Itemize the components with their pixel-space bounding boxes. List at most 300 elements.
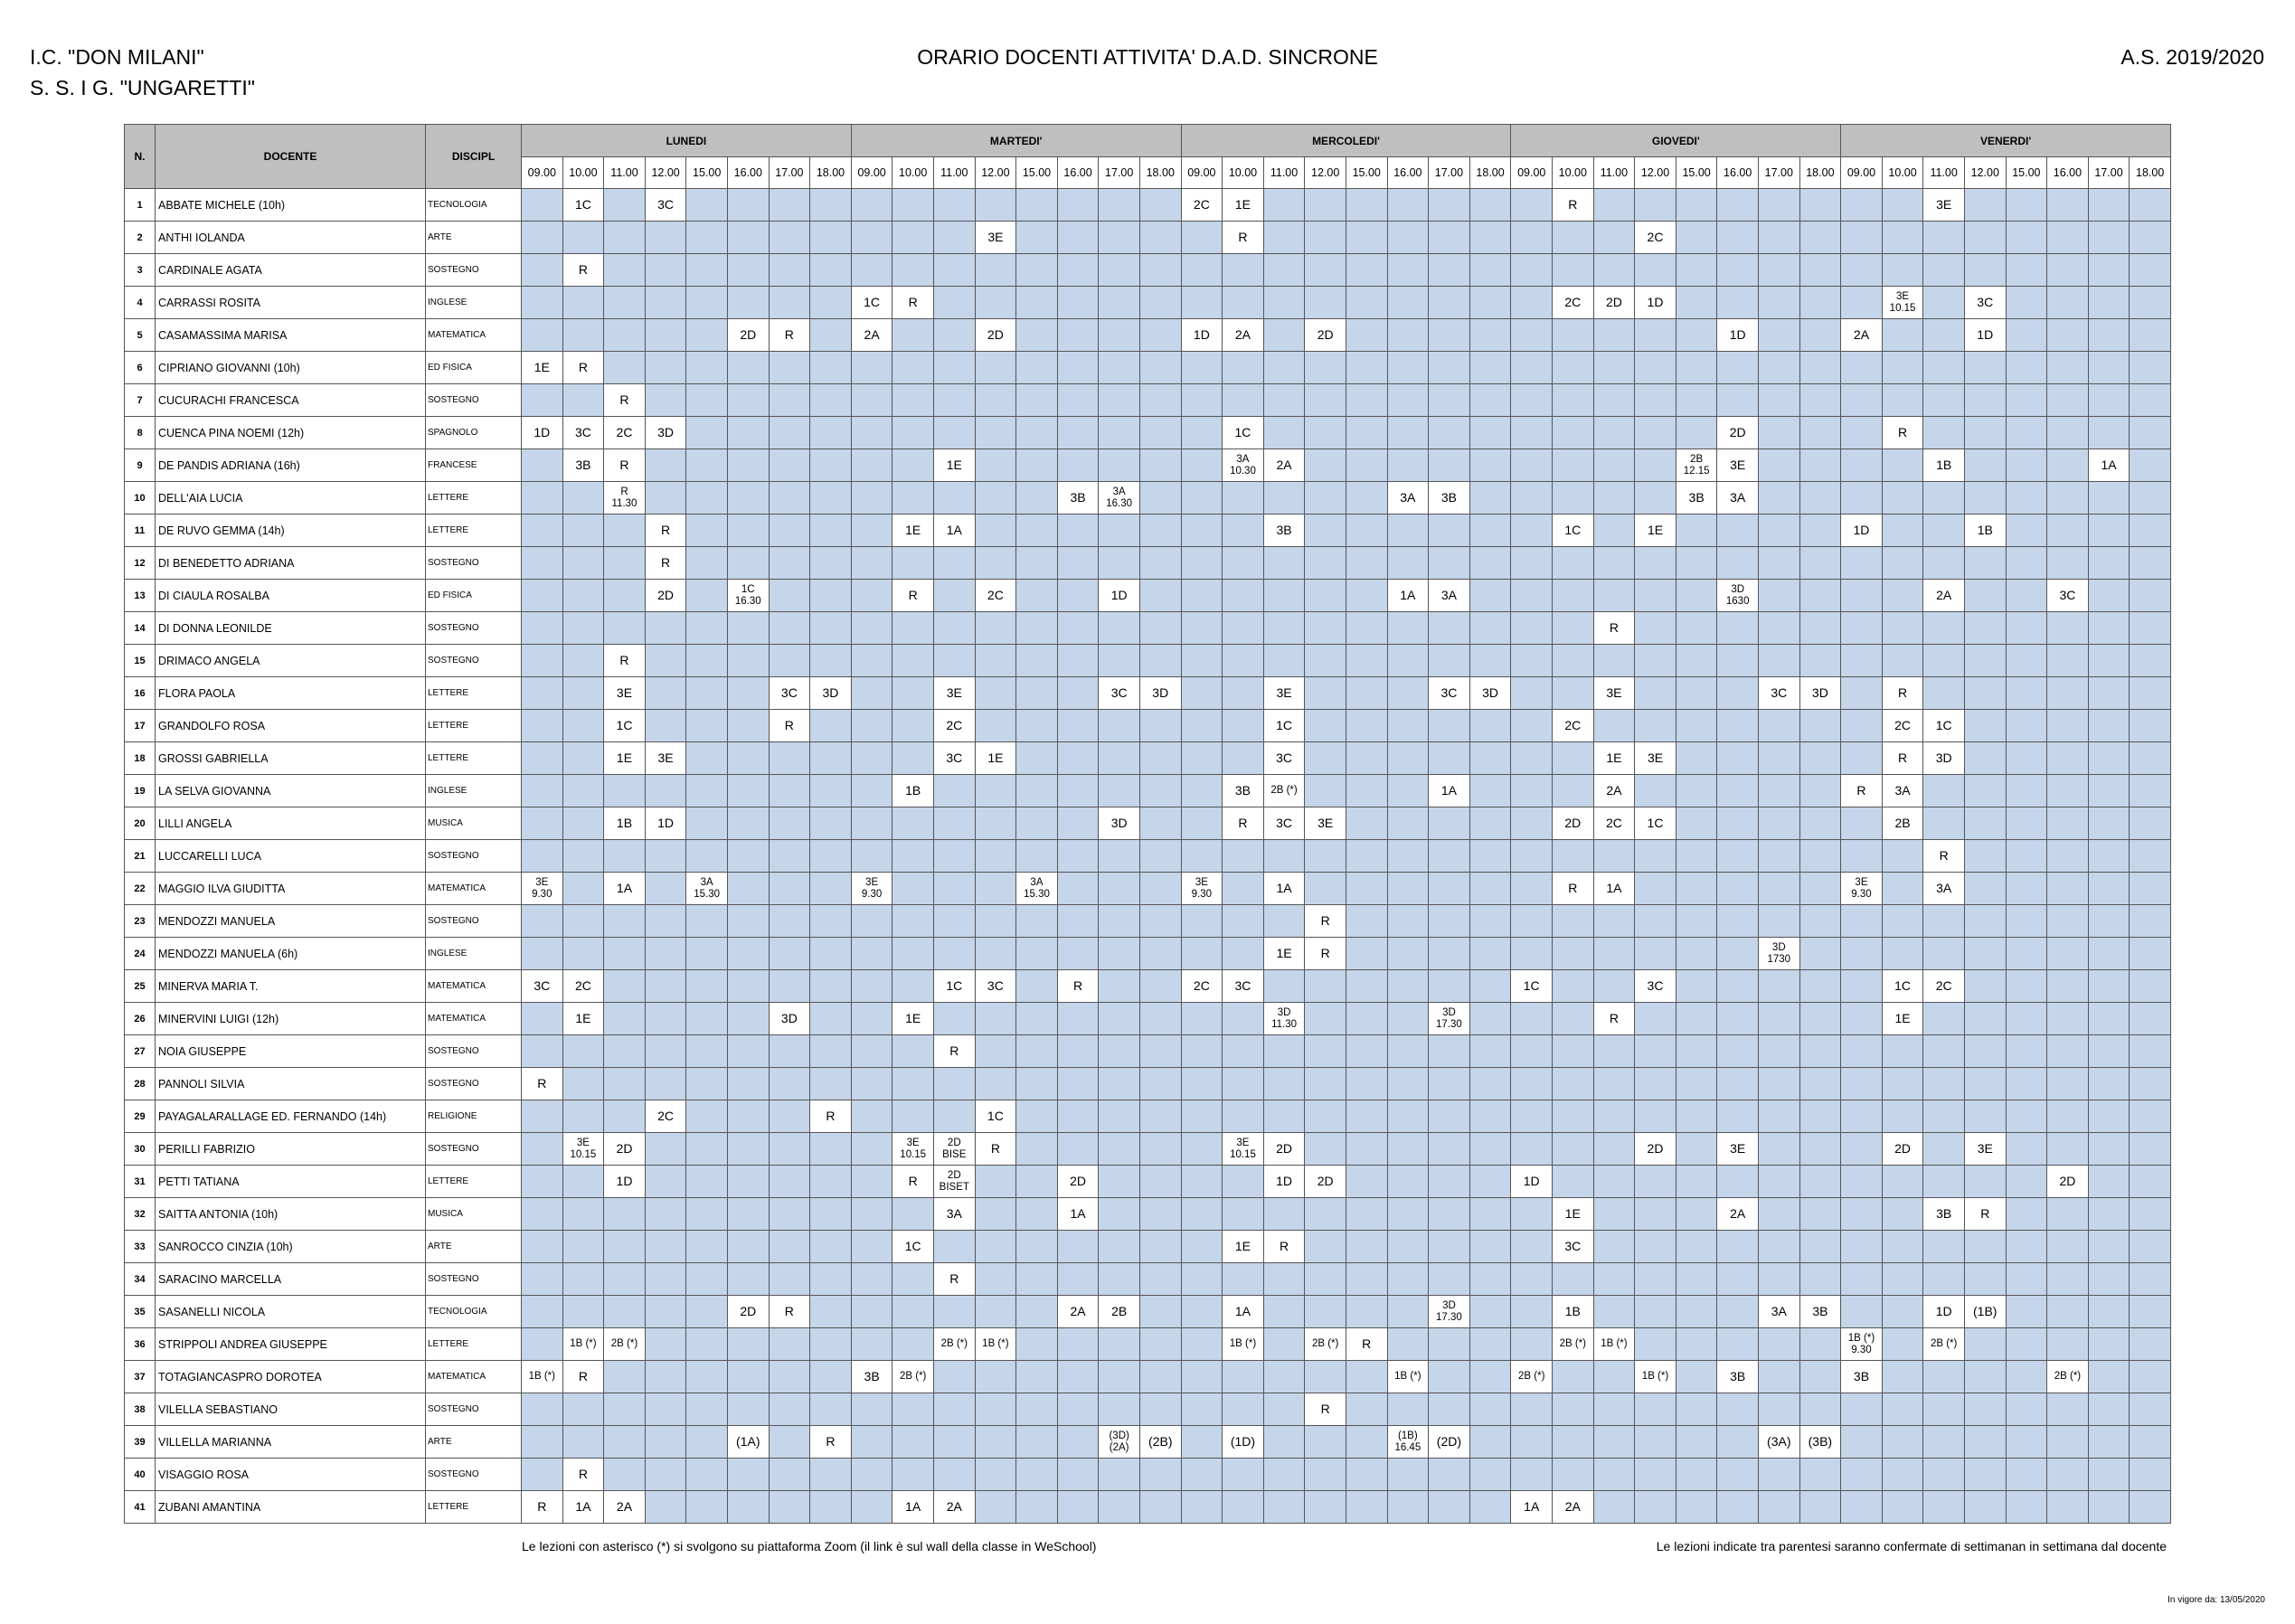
empty-slot xyxy=(2088,612,2130,645)
row-number: 39 xyxy=(125,1426,156,1459)
empty-slot xyxy=(2130,1296,2171,1328)
empty-slot xyxy=(2130,1459,2171,1491)
lesson-cell: R xyxy=(810,1100,852,1133)
lesson-cell: 2A xyxy=(604,1491,646,1524)
lesson-cell: 1A xyxy=(2088,449,2130,482)
empty-slot xyxy=(1964,254,2006,287)
empty-slot xyxy=(2047,710,2089,742)
empty-slot xyxy=(1717,352,1759,384)
empty-slot xyxy=(933,287,975,319)
empty-slot xyxy=(1964,1068,2006,1100)
lesson-cell: 1D xyxy=(1181,319,1223,352)
empty-slot xyxy=(1593,1263,1635,1296)
empty-slot xyxy=(2130,1393,2171,1426)
lesson-cell: 1B (*) xyxy=(562,1328,604,1361)
empty-slot xyxy=(522,1198,563,1231)
empty-slot xyxy=(1635,352,1676,384)
empty-slot xyxy=(2047,1198,2089,1231)
empty-slot xyxy=(851,807,892,840)
lesson-cell: 3E xyxy=(1593,677,1635,710)
empty-slot xyxy=(1223,840,1264,873)
lesson-cell: R xyxy=(1305,905,1346,938)
empty-slot xyxy=(727,384,769,417)
empty-slot xyxy=(1511,742,1553,775)
teacher-name: MINERVINI LUIGI (12h) xyxy=(156,1003,426,1035)
empty-slot xyxy=(1099,1068,1140,1100)
empty-slot xyxy=(1469,254,1511,287)
empty-slot xyxy=(1181,1361,1223,1393)
empty-slot xyxy=(1717,742,1759,775)
empty-slot xyxy=(851,1133,892,1166)
empty-slot xyxy=(769,1361,810,1393)
lesson-cell: 3A xyxy=(1387,482,1429,515)
empty-slot xyxy=(810,873,852,905)
lesson-cell: 1A xyxy=(562,1491,604,1524)
hour-header: 15.00 xyxy=(2006,157,2047,189)
empty-slot xyxy=(2006,1035,2047,1068)
teacher-subject: INGLESE xyxy=(426,287,522,319)
empty-slot xyxy=(851,1328,892,1361)
lesson-cell: 1E xyxy=(1635,515,1676,547)
table-row xyxy=(125,1231,2171,1263)
empty-slot xyxy=(1841,1393,1883,1426)
empty-slot xyxy=(810,482,852,515)
row-number: 15 xyxy=(125,645,156,677)
teacher-name: CUCURACHI FRANCESCA xyxy=(156,384,426,417)
empty-slot xyxy=(1758,222,1799,254)
empty-slot xyxy=(1553,1459,1594,1491)
teacher-name: VILLELLA MARIANNA xyxy=(156,1426,426,1459)
lesson-cell: R xyxy=(604,645,646,677)
empty-slot xyxy=(810,938,852,970)
empty-slot xyxy=(1717,775,1759,807)
empty-slot xyxy=(1057,222,1099,254)
empty-slot xyxy=(1923,905,1965,938)
empty-slot xyxy=(975,612,1016,645)
lesson-cell: R xyxy=(810,1426,852,1459)
empty-slot xyxy=(1181,1393,1223,1426)
empty-slot xyxy=(769,1459,810,1491)
empty-slot xyxy=(1057,417,1099,449)
lesson-cell: 3A 15.30 xyxy=(686,873,728,905)
empty-slot xyxy=(1758,1231,1799,1263)
row-number: 22 xyxy=(125,873,156,905)
empty-slot xyxy=(933,840,975,873)
empty-slot xyxy=(1469,319,1511,352)
empty-slot xyxy=(2006,1166,2047,1198)
empty-slot xyxy=(2006,1296,2047,1328)
table-row xyxy=(125,1100,2171,1133)
school-line-2: S. S. I G. "UNGARETTI" xyxy=(30,76,255,99)
empty-slot xyxy=(1964,905,2006,938)
lesson-cell: 2C xyxy=(645,1100,686,1133)
empty-slot xyxy=(1553,222,1594,254)
teacher-subject: SOSTEGNO xyxy=(426,1393,522,1426)
lesson-cell: 1A xyxy=(1263,873,1305,905)
empty-slot xyxy=(1469,710,1511,742)
empty-slot xyxy=(1553,384,1594,417)
empty-slot xyxy=(1593,1198,1635,1231)
empty-slot xyxy=(769,1198,810,1231)
empty-slot xyxy=(1799,352,1841,384)
empty-slot xyxy=(1964,1328,2006,1361)
empty-slot xyxy=(1676,1068,1717,1100)
empty-slot xyxy=(1717,1100,1759,1133)
table-row xyxy=(125,742,2171,775)
empty-slot xyxy=(1181,580,1223,612)
empty-slot xyxy=(1882,1068,1923,1100)
empty-slot xyxy=(2130,710,2171,742)
empty-slot xyxy=(1181,807,1223,840)
empty-slot xyxy=(522,1426,563,1459)
empty-slot xyxy=(1882,580,1923,612)
row-number: 7 xyxy=(125,384,156,417)
empty-slot xyxy=(2130,873,2171,905)
lesson-cell: 2D xyxy=(2047,1166,2089,1198)
empty-slot xyxy=(1964,677,2006,710)
empty-slot xyxy=(522,677,563,710)
hour-header: 10.00 xyxy=(562,157,604,189)
empty-slot xyxy=(562,873,604,905)
empty-slot xyxy=(1305,1035,1346,1068)
empty-slot xyxy=(1635,189,1676,222)
empty-slot xyxy=(1099,1459,1140,1491)
empty-slot xyxy=(1799,612,1841,645)
empty-slot xyxy=(1469,1100,1511,1133)
empty-slot xyxy=(2130,1231,2171,1263)
hour-header: 12.00 xyxy=(1635,157,1676,189)
empty-slot xyxy=(892,482,934,515)
empty-slot xyxy=(1016,677,1058,710)
empty-slot xyxy=(1139,1166,1181,1198)
empty-slot xyxy=(1181,1263,1223,1296)
empty-slot xyxy=(645,1263,686,1296)
empty-slot xyxy=(1799,580,1841,612)
empty-slot xyxy=(1717,1393,1759,1426)
empty-slot xyxy=(1676,189,1717,222)
empty-slot xyxy=(892,189,934,222)
empty-slot xyxy=(1758,710,1799,742)
lesson-cell: 3D xyxy=(1139,677,1181,710)
empty-slot xyxy=(1964,449,2006,482)
row-number: 41 xyxy=(125,1491,156,1524)
empty-slot xyxy=(1387,905,1429,938)
teacher-subject: ARTE xyxy=(426,1231,522,1263)
empty-slot xyxy=(1511,1393,1553,1426)
row-number: 23 xyxy=(125,905,156,938)
empty-slot xyxy=(2006,222,2047,254)
empty-slot xyxy=(1882,1491,1923,1524)
empty-slot xyxy=(1387,1263,1429,1296)
empty-slot xyxy=(2006,384,2047,417)
empty-slot xyxy=(1099,1035,1140,1068)
empty-slot xyxy=(1429,515,1470,547)
table-row xyxy=(125,1296,2171,1328)
empty-slot xyxy=(686,287,728,319)
empty-slot xyxy=(1263,287,1305,319)
empty-slot xyxy=(1346,189,1387,222)
empty-slot xyxy=(1099,1491,1140,1524)
empty-slot xyxy=(1758,580,1799,612)
empty-slot xyxy=(1016,189,1058,222)
table-row xyxy=(125,417,2171,449)
empty-slot xyxy=(1139,417,1181,449)
lesson-cell: 3C xyxy=(769,677,810,710)
empty-slot xyxy=(1346,1393,1387,1426)
empty-slot xyxy=(1016,1263,1058,1296)
school-line-1: I.C. "DON MILANI" xyxy=(30,45,204,69)
empty-slot xyxy=(1799,1328,1841,1361)
empty-slot xyxy=(1057,547,1099,580)
empty-slot xyxy=(1635,1003,1676,1035)
empty-slot xyxy=(727,677,769,710)
empty-slot xyxy=(810,775,852,807)
lesson-cell: 3D xyxy=(645,417,686,449)
empty-slot xyxy=(1635,840,1676,873)
empty-slot xyxy=(1469,417,1511,449)
empty-slot xyxy=(2047,873,2089,905)
empty-slot xyxy=(1841,905,1883,938)
empty-slot xyxy=(1676,1263,1717,1296)
lesson-cell: 2C xyxy=(1882,710,1923,742)
empty-slot xyxy=(1429,1166,1470,1198)
empty-slot xyxy=(769,1263,810,1296)
empty-slot xyxy=(1676,873,1717,905)
empty-slot xyxy=(1099,1393,1140,1426)
teacher-subject: SOSTEGNO xyxy=(426,1133,522,1166)
empty-slot xyxy=(2006,807,2047,840)
empty-slot xyxy=(645,352,686,384)
empty-slot xyxy=(1181,1491,1223,1524)
empty-slot xyxy=(1387,1100,1429,1133)
teacher-subject: LETTERE xyxy=(426,742,522,775)
teacher-subject: MUSICA xyxy=(426,1198,522,1231)
empty-slot xyxy=(1511,677,1553,710)
empty-slot xyxy=(769,449,810,482)
empty-slot xyxy=(686,319,728,352)
empty-slot xyxy=(2130,1263,2171,1296)
empty-slot xyxy=(1139,352,1181,384)
empty-slot xyxy=(1758,384,1799,417)
row-number: 11 xyxy=(125,515,156,547)
empty-slot xyxy=(727,1328,769,1361)
table-row xyxy=(125,1361,2171,1393)
empty-slot xyxy=(645,449,686,482)
lesson-cell: R xyxy=(1346,1328,1387,1361)
empty-slot xyxy=(522,742,563,775)
hour-header: 10.00 xyxy=(1223,157,1264,189)
table-row xyxy=(125,1035,2171,1068)
empty-slot xyxy=(1139,449,1181,482)
empty-slot xyxy=(2088,580,2130,612)
empty-slot xyxy=(1882,1328,1923,1361)
empty-slot xyxy=(769,352,810,384)
empty-slot xyxy=(1841,677,1883,710)
empty-slot xyxy=(727,1068,769,1100)
empty-slot xyxy=(810,287,852,319)
empty-slot xyxy=(1429,1263,1470,1296)
hour-header: 16.00 xyxy=(727,157,769,189)
empty-slot xyxy=(1016,417,1058,449)
empty-slot xyxy=(1676,1393,1717,1426)
empty-slot xyxy=(1511,449,1553,482)
empty-slot xyxy=(1758,742,1799,775)
empty-slot xyxy=(892,547,934,580)
empty-slot xyxy=(810,515,852,547)
empty-slot xyxy=(1593,254,1635,287)
empty-slot xyxy=(1799,710,1841,742)
empty-slot xyxy=(1139,515,1181,547)
empty-slot xyxy=(851,1393,892,1426)
empty-slot xyxy=(1429,384,1470,417)
lesson-cell: 1E xyxy=(604,742,646,775)
empty-slot xyxy=(2130,1361,2171,1393)
empty-slot xyxy=(2130,775,2171,807)
empty-slot xyxy=(1882,612,1923,645)
lesson-cell: 1A xyxy=(1057,1198,1099,1231)
table-row xyxy=(125,677,2171,710)
empty-slot xyxy=(1181,645,1223,677)
empty-slot xyxy=(686,222,728,254)
lesson-cell: 3B xyxy=(1799,1296,1841,1328)
table-row xyxy=(125,319,2171,352)
empty-slot xyxy=(1305,1263,1346,1296)
empty-slot xyxy=(1964,580,2006,612)
table-row xyxy=(125,1491,2171,1524)
empty-slot xyxy=(1553,775,1594,807)
lesson-cell: 3C xyxy=(1263,742,1305,775)
lesson-cell: 3B xyxy=(1841,1361,1883,1393)
lesson-cell: 3D xyxy=(1099,807,1140,840)
empty-slot xyxy=(769,189,810,222)
lesson-cell: 3C xyxy=(562,417,604,449)
empty-slot xyxy=(1099,449,1140,482)
empty-slot xyxy=(2006,1003,2047,1035)
empty-slot xyxy=(1346,938,1387,970)
row-number: 21 xyxy=(125,840,156,873)
empty-slot xyxy=(1139,807,1181,840)
empty-slot xyxy=(1635,1198,1676,1231)
teacher-name: GRANDOLFO ROSA xyxy=(156,710,426,742)
lesson-cell: 3C xyxy=(933,742,975,775)
empty-slot xyxy=(1429,807,1470,840)
empty-slot xyxy=(1139,1393,1181,1426)
empty-slot xyxy=(1964,645,2006,677)
empty-slot xyxy=(1717,515,1759,547)
empty-slot xyxy=(1964,352,2006,384)
empty-slot xyxy=(604,1263,646,1296)
empty-slot xyxy=(1676,710,1717,742)
empty-slot xyxy=(686,580,728,612)
lesson-cell: 2B (*) xyxy=(892,1361,934,1393)
empty-slot xyxy=(1057,645,1099,677)
hour-header: 10.00 xyxy=(1553,157,1594,189)
empty-slot xyxy=(1139,1491,1181,1524)
empty-slot xyxy=(1717,840,1759,873)
empty-slot xyxy=(1593,1068,1635,1100)
empty-slot xyxy=(1263,612,1305,645)
empty-slot xyxy=(1511,1459,1553,1491)
empty-slot xyxy=(1923,1263,1965,1296)
empty-slot xyxy=(2130,482,2171,515)
empty-slot xyxy=(975,1491,1016,1524)
empty-slot xyxy=(1799,1231,1841,1263)
empty-slot xyxy=(1799,287,1841,319)
empty-slot xyxy=(810,1263,852,1296)
empty-slot xyxy=(2006,515,2047,547)
table-row xyxy=(125,970,2171,1003)
teacher-name: CASAMASSIMA MARISA xyxy=(156,319,426,352)
row-number: 8 xyxy=(125,417,156,449)
empty-slot xyxy=(1635,417,1676,449)
empty-slot xyxy=(2088,1328,2130,1361)
empty-slot xyxy=(810,1166,852,1198)
empty-slot xyxy=(933,384,975,417)
empty-slot xyxy=(1717,254,1759,287)
empty-slot xyxy=(1429,612,1470,645)
empty-slot xyxy=(1469,1393,1511,1426)
lesson-cell: 3D 11.30 xyxy=(1263,1003,1305,1035)
lesson-cell: 3E xyxy=(933,677,975,710)
empty-slot xyxy=(1223,515,1264,547)
lesson-cell: 2C xyxy=(1553,710,1594,742)
empty-slot xyxy=(2130,1100,2171,1133)
row-number: 31 xyxy=(125,1166,156,1198)
empty-slot xyxy=(2047,1263,2089,1296)
empty-slot xyxy=(1346,1100,1387,1133)
table-row xyxy=(125,515,2171,547)
empty-slot xyxy=(1057,612,1099,645)
empty-slot xyxy=(975,515,1016,547)
empty-slot xyxy=(2047,1328,2089,1361)
empty-slot xyxy=(1882,1296,1923,1328)
teacher-subject: ARTE xyxy=(426,1426,522,1459)
empty-slot xyxy=(1923,482,1965,515)
empty-slot xyxy=(1799,222,1841,254)
empty-slot xyxy=(1553,352,1594,384)
empty-slot xyxy=(1841,1459,1883,1491)
lesson-cell: (2D) xyxy=(1429,1426,1470,1459)
empty-slot xyxy=(975,1263,1016,1296)
empty-slot xyxy=(892,1035,934,1068)
empty-slot xyxy=(1964,547,2006,580)
empty-slot xyxy=(1923,1068,1965,1100)
empty-slot xyxy=(769,1328,810,1361)
empty-slot xyxy=(1263,547,1305,580)
table-row xyxy=(125,1133,2171,1166)
empty-slot xyxy=(686,1231,728,1263)
empty-slot xyxy=(1346,1491,1387,1524)
lesson-cell: 3C xyxy=(645,189,686,222)
teacher-subject: TECNOLOGIA xyxy=(426,189,522,222)
row-number: 32 xyxy=(125,1198,156,1231)
empty-slot xyxy=(1553,1393,1594,1426)
empty-slot xyxy=(522,612,563,645)
empty-slot xyxy=(1469,384,1511,417)
empty-slot xyxy=(645,1166,686,1198)
empty-slot xyxy=(1223,905,1264,938)
empty-slot xyxy=(851,1035,892,1068)
lesson-cell: 3E xyxy=(1717,449,1759,482)
empty-slot xyxy=(1841,645,1883,677)
col-header-number: N. xyxy=(125,125,156,189)
empty-slot xyxy=(975,417,1016,449)
empty-slot xyxy=(975,1003,1016,1035)
empty-slot xyxy=(1387,873,1429,905)
empty-slot xyxy=(975,1296,1016,1328)
empty-slot xyxy=(604,840,646,873)
empty-slot xyxy=(1016,1459,1058,1491)
